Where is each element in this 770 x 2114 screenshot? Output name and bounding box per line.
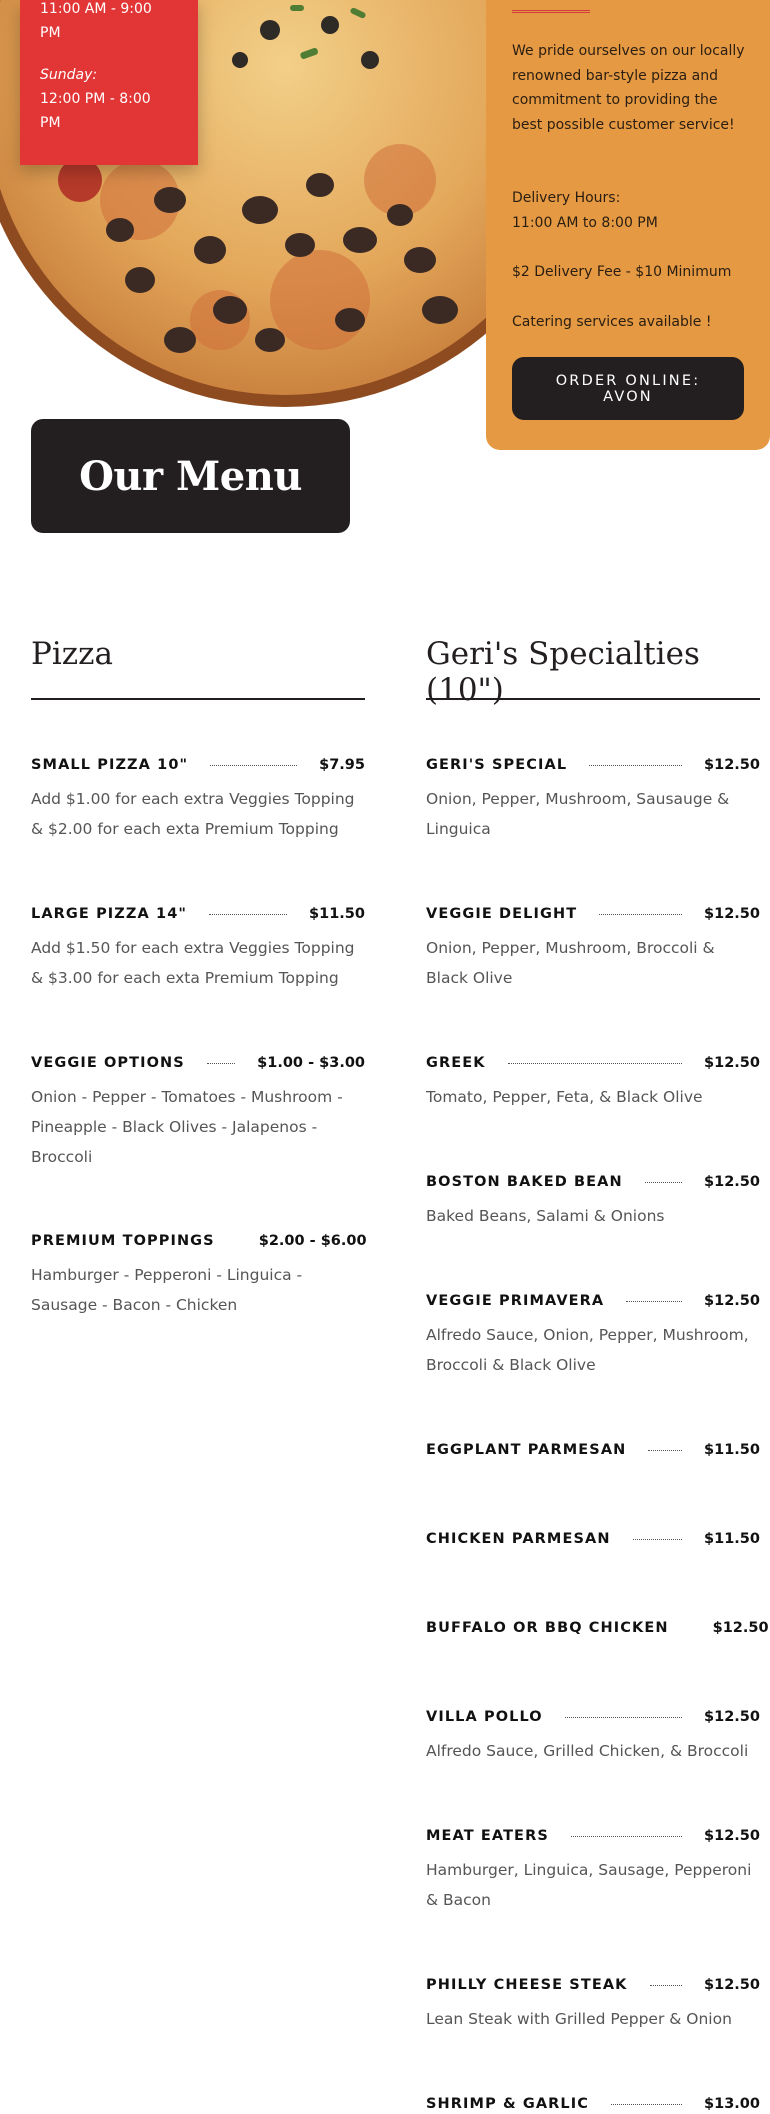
item-name: GERI'S SPECIAL xyxy=(426,757,568,773)
dotted-leader xyxy=(565,1717,682,1718)
item-description: Hamburger - Pepperoni - Linguica - Sausage - Bacon - Chicken xyxy=(31,1266,303,1314)
menu-item xyxy=(31,1053,365,1172)
dotted-leader xyxy=(589,765,682,766)
menu-item xyxy=(426,1440,760,1460)
delivery-fee: $2 Delivery Fee - $10 Minimum xyxy=(512,264,732,280)
delivery-hours xyxy=(512,186,748,235)
sunday-hours: 12:00 PM - 8:00 xyxy=(40,91,151,107)
section-heading: Pizza xyxy=(31,620,365,700)
item-price: $7.95 xyxy=(319,757,365,773)
item-price: $12.50 xyxy=(704,1293,760,1309)
dotted-leader xyxy=(508,1063,682,1064)
item-name: SHRIMP & GARLIC xyxy=(426,2096,590,2112)
dotted-leader xyxy=(626,1301,682,1302)
menu-item xyxy=(426,1826,760,1915)
menu-item xyxy=(426,1707,760,1766)
menu-item xyxy=(31,755,365,844)
sunday-label: Sunday: xyxy=(40,67,98,83)
item-description: Add $1.00 for each extra Veggies Topping & $2.00 for each exta Premium Topping xyxy=(31,790,355,838)
dotted-leader xyxy=(207,1063,235,1064)
specialties-section xyxy=(426,620,769,2112)
dotted-leader xyxy=(209,914,287,915)
item-name: GREEK xyxy=(426,1055,486,1071)
item-name: VILLA POLLO xyxy=(426,1709,543,1725)
menu-item xyxy=(426,904,760,993)
item-name: PHILLY CHEESE STEAK xyxy=(426,1977,628,1993)
item-description: Onion, Pepper, Mushroom, Sausauge & Linguica xyxy=(426,790,730,838)
menu-item xyxy=(426,755,760,844)
item-name: EGGPLANT PARMESAN xyxy=(426,1442,627,1458)
section-heading: Geri's Specialties (10") xyxy=(426,620,760,700)
dotted-leader xyxy=(633,1539,682,1540)
hours-line: PM xyxy=(40,25,61,41)
menu-item xyxy=(426,1529,760,1549)
dotted-leader xyxy=(571,1836,682,1837)
menu-title-box xyxy=(31,419,350,533)
item-description: Baked Beans, Salami & Onions xyxy=(426,1207,665,1225)
hours-card xyxy=(20,0,198,165)
dotted-leader xyxy=(648,1450,682,1451)
item-price: $12.50 xyxy=(704,906,760,922)
intro-text: We pride ourselves on our locally renowned bar-style pizza and commitment to providing the best possible customer service! xyxy=(512,43,745,133)
item-name: VEGGIE DELIGHT xyxy=(426,906,578,922)
item-price: $12.50 xyxy=(704,1174,760,1190)
item-price: $12.50 xyxy=(704,1977,760,1993)
pizza-section xyxy=(31,620,367,1314)
item-description: Add $1.50 for each extra Veggies Topping & $3.00 for each exta Premium Topping xyxy=(31,939,355,987)
hours-line: 11:00 AM - 9:00 xyxy=(40,1,152,17)
delivery-hours-value: 11:00 AM to 8:00 PM xyxy=(512,214,658,231)
item-price: $11.50 xyxy=(309,906,365,922)
item-name: PREMIUM TOPPINGS xyxy=(31,1233,215,1249)
item-price: $12.50 xyxy=(704,1709,760,1725)
dotted-leader xyxy=(611,2104,682,2105)
item-description: Hamburger, Linguica, Sausage, Pepperoni & Bacon xyxy=(426,1861,752,1909)
menu-item xyxy=(426,2094,760,2114)
dotted-leader xyxy=(210,765,297,766)
page-title: Our Menu xyxy=(79,452,302,500)
item-price: $12.50 xyxy=(704,757,760,773)
catering-note: Catering services available ! xyxy=(512,314,712,330)
item-description: Tomato, Pepper, Feta, & Black Olive xyxy=(426,1088,703,1106)
dotted-leader xyxy=(599,914,682,915)
item-description: Onion - Pepper - Tomatoes - Mushroom - Pineapple - Black Olives - Jalapenos - Broccoli xyxy=(31,1088,343,1166)
item-price: $1.00 - $3.00 xyxy=(257,1055,365,1071)
item-name: VEGGIE OPTIONS xyxy=(31,1055,185,1071)
menu-item xyxy=(31,904,365,993)
menu-item xyxy=(426,1053,760,1112)
item-description: Lean Steak with Grilled Pepper & Onion xyxy=(426,2010,732,2028)
item-price: $2.00 - $6.00 xyxy=(258,1233,367,1249)
info-card xyxy=(486,0,770,450)
dotted-leader xyxy=(645,1182,682,1183)
item-description: Alfredo Sauce, Grilled Chicken, & Broccoli xyxy=(426,1742,749,1760)
item-name: LARGE PIZZA 14" xyxy=(31,906,188,922)
item-price: $11.50 xyxy=(704,1531,760,1547)
item-name: VEGGIE PRIMAVERA xyxy=(426,1293,605,1309)
item-name: BOSTON BAKED BEAN xyxy=(426,1174,623,1190)
item-name: MEAT EATERS xyxy=(426,1828,549,1844)
item-price: $11.50 xyxy=(704,1442,760,1458)
sunday-hours: PM xyxy=(40,115,61,131)
accent-divider xyxy=(512,10,590,13)
item-price: $12.50 xyxy=(704,1055,760,1071)
item-price: $12.50 xyxy=(704,1828,760,1844)
item-price: $13.00 xyxy=(704,2096,760,2112)
menu-item xyxy=(426,1291,760,1380)
item-name: SMALL PIZZA 10" xyxy=(31,757,189,773)
dotted-leader xyxy=(650,1985,683,1986)
item-description: Alfredo Sauce, Onion, Pepper, Mushroom, Broccoli & Black Olive xyxy=(426,1326,749,1374)
delivery-hours-label: Delivery Hours: xyxy=(512,190,621,206)
menu-item xyxy=(426,1975,760,2034)
menu-item xyxy=(31,1231,365,1320)
item-price: $12.50 xyxy=(712,1620,769,1636)
item-description: Onion, Pepper, Mushroom, Broccoli & Black Olive xyxy=(426,939,715,987)
menu-item xyxy=(426,1172,760,1231)
item-name: CHICKEN PARMESAN xyxy=(426,1531,611,1547)
item-name: BUFFALO OR BBQ CHICKEN xyxy=(426,1620,669,1636)
order-online-button[interactable]: ORDER ONLINE: AVON xyxy=(512,357,744,420)
menu-item xyxy=(426,1618,769,1638)
